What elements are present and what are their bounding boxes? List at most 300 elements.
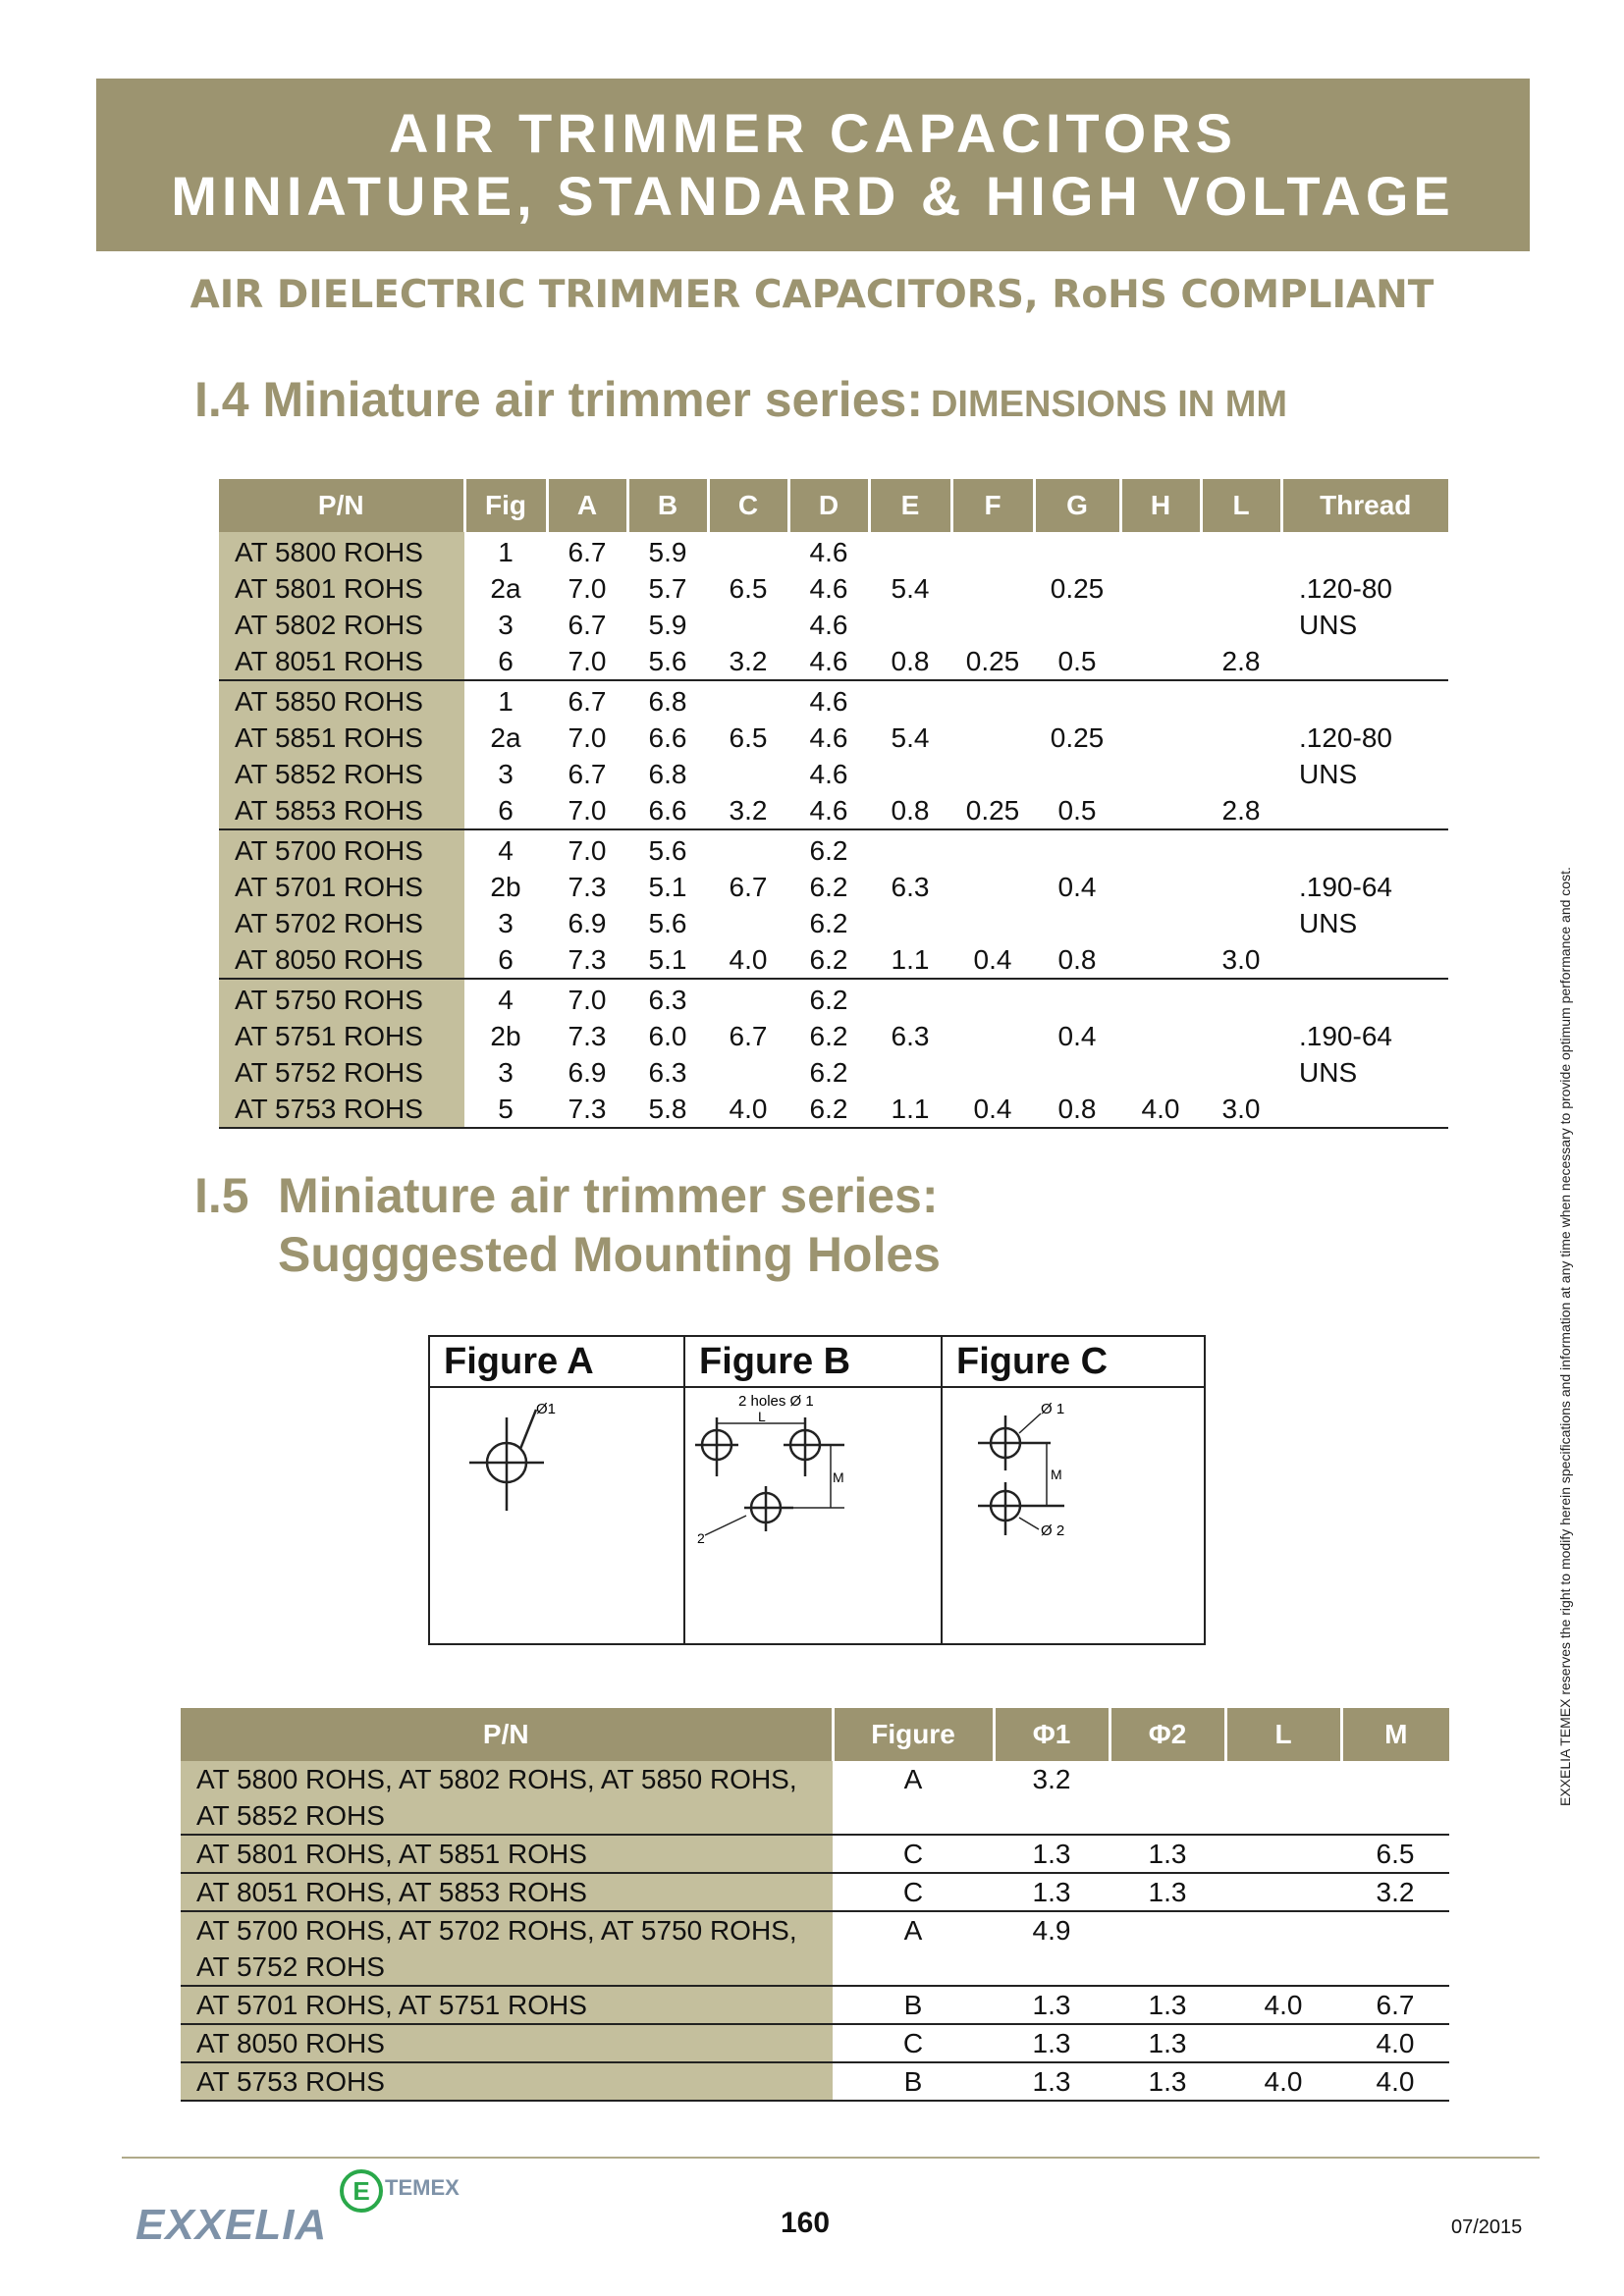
- dim-value-cell: 4.6: [809, 758, 848, 789]
- dim-value-cell: 7.0: [568, 721, 607, 753]
- dim-value-cell: 6.2: [809, 907, 848, 938]
- dim-value-cell: 5.6: [648, 834, 687, 866]
- mount-value-cell: [1110, 1911, 1225, 1986]
- dim-value-cell: 5.7: [648, 572, 687, 604]
- dim-value-cell: [1120, 829, 1201, 869]
- dim-value-cell: [1120, 607, 1201, 643]
- dim-value-cell: [1201, 869, 1281, 905]
- dim-value-cell: [1281, 792, 1448, 829]
- part-number-cell: AT 8051 ROHS, AT 5853 ROHS: [181, 1873, 833, 1911]
- mount-value-cell: 4.0: [1225, 2062, 1341, 2101]
- table-row: [219, 720, 1448, 756]
- mount-value-cell: 1.3: [1110, 1835, 1225, 1873]
- dim-value-cell: 6.7: [568, 685, 607, 717]
- dim-value-cell: [951, 905, 1034, 941]
- dim-value-cell: 7.0: [547, 792, 627, 829]
- dim-value-cell: 6.5: [729, 572, 768, 604]
- dim-value-cell: 3: [498, 609, 514, 640]
- dim-value-cell: [951, 829, 1034, 869]
- dim-value-cell: [708, 532, 788, 570]
- table-row: [219, 1018, 1448, 1054]
- dim-value-cell: 6.3: [648, 984, 687, 1015]
- dim-value-cell: 4.6: [809, 536, 848, 567]
- table-row: [219, 792, 1448, 829]
- dim-value-cell: .120-80: [1299, 721, 1392, 753]
- dim-value-cell: [869, 829, 951, 869]
- dim-value-cell: 1.1: [869, 1091, 951, 1128]
- dim-value-cell: [1201, 1054, 1281, 1091]
- dim-value-cell: [1201, 979, 1281, 1018]
- dim-value-cell: 6.3: [648, 1056, 687, 1088]
- dim-value-cell: UNS: [1299, 1056, 1358, 1088]
- dim-value-cell: [869, 532, 951, 570]
- dim-value-cell: 4: [498, 834, 514, 866]
- dim-header-cell: Thread: [1281, 479, 1448, 532]
- section-5-line-1: Miniature air trimmer series:: [278, 1168, 939, 1223]
- dim-value-cell: 2b: [490, 871, 521, 902]
- dim-value-cell: 1: [498, 536, 514, 567]
- dim-value-cell: 0.8: [869, 792, 951, 829]
- dim-value-cell: UNS: [1299, 758, 1358, 789]
- dim-value-cell: 4.6: [809, 685, 848, 717]
- part-number-cell: AT 5852 ROHS: [219, 756, 464, 792]
- dim-value-cell: UNS: [1299, 907, 1358, 938]
- dim-value-cell: 3.2: [708, 792, 788, 829]
- dim-value-cell: 0.4: [1057, 1020, 1097, 1051]
- table-row: [219, 643, 1448, 680]
- dim-value-cell: [1120, 756, 1201, 792]
- logo-exxelia: EXXELIA: [135, 2201, 328, 2249]
- table-row: [219, 1054, 1448, 1091]
- page-number: 160: [780, 2207, 831, 2239]
- figure-b-2-label: 2: [697, 1530, 705, 1546]
- dim-value-cell: 7.0: [568, 572, 607, 604]
- part-number-cell: AT 5802 ROHS: [219, 607, 464, 643]
- dim-value-cell: [1120, 720, 1201, 756]
- section-5-heading: [194, 1166, 941, 1284]
- mount-value-cell: C: [833, 2024, 994, 2062]
- dim-value-cell: .120-80: [1299, 572, 1392, 604]
- mount-value-cell: 1.3: [994, 1873, 1110, 1911]
- dim-value-cell: [1034, 532, 1120, 570]
- figure-b-header: Figure B: [685, 1337, 943, 1388]
- dim-value-cell: 3: [498, 907, 514, 938]
- title-banner: [96, 79, 1530, 251]
- dim-value-cell: 7.3: [568, 871, 607, 902]
- dim-value-cell: [869, 905, 951, 941]
- dim-value-cell: [1120, 869, 1201, 905]
- table-row: [181, 1986, 1449, 2024]
- part-number-cell: AT 8050 ROHS: [219, 941, 464, 979]
- mount-value-cell: B: [833, 2062, 994, 2101]
- dim-value-cell: [1120, 570, 1201, 607]
- dim-value-cell: [1120, 1054, 1201, 1091]
- mount-value-cell: B: [833, 1986, 994, 2024]
- dim-value-cell: 0.8: [1034, 941, 1120, 979]
- figure-c-drawing: [943, 1388, 1204, 1643]
- dim-value-cell: 6.7: [568, 609, 607, 640]
- table-row: [219, 1091, 1448, 1128]
- table-row: [181, 1835, 1449, 1873]
- section-4-heading: [194, 371, 1287, 428]
- subtitle: AIR DIELECTRIC TRIMMER CAPACITORS, RoHS COMPLIANT: [189, 273, 1435, 317]
- dim-value-cell: [1120, 532, 1201, 570]
- part-number-cell: AT 5701 ROHS, AT 5751 ROHS: [181, 1986, 833, 2024]
- dim-value-cell: 2.8: [1201, 792, 1281, 829]
- dim-value-cell: 6.7: [729, 871, 768, 902]
- dim-value-cell: 0.25: [1050, 721, 1105, 753]
- mount-value-cell: 3.2: [1341, 1873, 1449, 1911]
- dim-header-cell: G: [1034, 479, 1120, 532]
- section-5-number: I.5: [194, 1168, 249, 1223]
- mount-value-cell: 1.3: [994, 1835, 1110, 1873]
- dim-value-cell: 1: [498, 685, 514, 717]
- mounting-header-row: [181, 1708, 1449, 1761]
- part-number-cell: AT 8050 ROHS: [181, 2024, 833, 2062]
- dim-value-cell: 4.0: [1120, 1091, 1201, 1128]
- mount-value-cell: [1225, 1835, 1341, 1873]
- dim-value-cell: 4.6: [788, 792, 869, 829]
- mounting-figures-panel: [428, 1335, 1206, 1645]
- mounting-holes-table: [181, 1708, 1449, 2102]
- mount-value-cell: 1.3: [1110, 2024, 1225, 2062]
- dim-value-cell: [1201, 680, 1281, 720]
- dim-value-cell: 6.6: [627, 792, 708, 829]
- table-row: [219, 941, 1448, 979]
- dim-value-cell: [951, 720, 1034, 756]
- mount-value-cell: 4.0: [1341, 2024, 1449, 2062]
- dim-value-cell: [708, 607, 788, 643]
- part-number-cell: AT 5801 ROHS, AT 5851 ROHS: [181, 1835, 833, 1873]
- part-number-cell: AT 5800 ROHS: [219, 532, 464, 570]
- dim-value-cell: [1120, 1018, 1201, 1054]
- mount-value-cell: [1110, 1761, 1225, 1835]
- dim-value-cell: 6.7: [729, 1020, 768, 1051]
- dim-header-cell: C: [708, 479, 788, 532]
- figure-c-d1-label: Ø 1: [1041, 1401, 1065, 1417]
- table-row: [219, 829, 1448, 869]
- table-row: [219, 680, 1448, 720]
- dim-value-cell: 0.5: [1034, 643, 1120, 680]
- dim-value-cell: [1120, 792, 1201, 829]
- mount-value-cell: 4.9: [994, 1911, 1110, 1986]
- dim-value-cell: 0.4: [1057, 871, 1097, 902]
- section-4-suffix: DIMENSIONS IN MM: [930, 384, 1288, 425]
- legal-side-note: EXXELIA TEMEX reserves the right to modify herein specifications and information at any time when necessary to provide optimum performance and cost.: [1557, 867, 1573, 1806]
- dim-header-cell: P/N: [219, 479, 464, 532]
- dim-value-cell: 0.25: [1050, 572, 1105, 604]
- dim-value-cell: 6.9: [568, 1056, 607, 1088]
- dim-value-cell: 6.2: [809, 984, 848, 1015]
- dim-value-cell: 7.0: [568, 834, 607, 866]
- dim-value-cell: 3: [498, 1056, 514, 1088]
- figure-b-m-label: M: [833, 1469, 844, 1485]
- dim-value-cell: 4.6: [788, 643, 869, 680]
- dim-value-cell: [951, 680, 1034, 720]
- dim-value-cell: 0.5: [1034, 792, 1120, 829]
- mount-value-cell: C: [833, 1873, 994, 1911]
- dim-value-cell: 6.2: [809, 1056, 848, 1088]
- part-number-cell: AT 5752 ROHS: [219, 1054, 464, 1091]
- mount-value-cell: A: [833, 1911, 994, 1986]
- dim-value-cell: 6.2: [788, 1091, 869, 1128]
- dim-value-cell: 5.9: [648, 609, 687, 640]
- section-4-title: I.4 Miniature air trimmer series:: [194, 372, 923, 427]
- dim-value-cell: [1281, 1091, 1448, 1128]
- table-row: [219, 607, 1448, 643]
- dim-value-cell: 2b: [490, 1020, 521, 1051]
- logo-e-mark: E: [340, 2169, 383, 2213]
- part-number-cell: AT 5851 ROHS: [219, 720, 464, 756]
- dim-value-cell: [708, 756, 788, 792]
- dim-value-cell: 0.25: [951, 792, 1034, 829]
- dim-value-cell: 3.0: [1201, 1091, 1281, 1128]
- mount-value-cell: 4.0: [1225, 1986, 1341, 2024]
- table-row: [181, 1873, 1449, 1911]
- dim-value-cell: [951, 1054, 1034, 1091]
- dim-value-cell: [1281, 643, 1448, 680]
- figure-a-drawing: [430, 1388, 685, 1643]
- part-number-cell: AT 5753 ROHS: [219, 1091, 464, 1128]
- part-number-cell: AT 8051 ROHS: [219, 643, 464, 680]
- table-row: [181, 1911, 1449, 1986]
- mount-value-cell: [1225, 1911, 1341, 1986]
- dim-value-cell: 6.3: [891, 871, 930, 902]
- dim-value-cell: [1034, 607, 1120, 643]
- part-number-cell: AT 5751 ROHS: [219, 1018, 464, 1054]
- dim-value-cell: .190-64: [1299, 871, 1392, 902]
- dim-value-cell: 5.4: [891, 572, 930, 604]
- figure-c-m-label: M: [1051, 1467, 1062, 1482]
- dim-value-cell: 0.25: [951, 643, 1034, 680]
- mount-header-cell: Φ2: [1110, 1708, 1225, 1761]
- dim-value-cell: [1120, 905, 1201, 941]
- dim-value-cell: [1201, 720, 1281, 756]
- mount-value-cell: [1225, 1873, 1341, 1911]
- dim-value-cell: [1120, 941, 1201, 979]
- dim-header-cell: D: [788, 479, 869, 532]
- dim-value-cell: 0.4: [951, 1091, 1034, 1128]
- dim-value-cell: [1120, 643, 1201, 680]
- dim-value-cell: 0.8: [1034, 1091, 1120, 1128]
- part-number-cell: AT 5850 ROHS: [219, 680, 464, 720]
- dim-value-cell: [951, 532, 1034, 570]
- dim-value-cell: 5.8: [627, 1091, 708, 1128]
- figure-c-header: Figure C: [943, 1337, 1204, 1388]
- dim-value-cell: [951, 607, 1034, 643]
- revision-date: 07/2015: [1451, 2216, 1523, 2238]
- dim-value-cell: 7.0: [568, 984, 607, 1015]
- dim-value-cell: [1120, 680, 1201, 720]
- dim-value-cell: UNS: [1299, 609, 1358, 640]
- part-number-cell: AT 5701 ROHS: [219, 869, 464, 905]
- dim-value-cell: [1034, 905, 1120, 941]
- dim-value-cell: [708, 829, 788, 869]
- part-number-cell: AT 5800 ROHS, AT 5802 ROHS, AT 5850 ROHS, AT 5852 ROHS: [181, 1761, 833, 1835]
- dim-value-cell: [1034, 756, 1120, 792]
- part-number-cell: AT 5750 ROHS: [219, 979, 464, 1018]
- dim-value-cell: .190-64: [1299, 1020, 1392, 1051]
- dim-value-cell: [1034, 1054, 1120, 1091]
- dim-value-cell: 4.0: [708, 1091, 788, 1128]
- dim-value-cell: [1201, 1018, 1281, 1054]
- dim-value-cell: [951, 756, 1034, 792]
- part-number-cell: AT 5700 ROHS: [219, 829, 464, 869]
- dim-value-cell: 2a: [490, 721, 521, 753]
- dim-value-cell: [708, 905, 788, 941]
- table-row: [219, 570, 1448, 607]
- table-row: [181, 1761, 1449, 1835]
- mount-value-cell: 6.5: [1341, 1835, 1449, 1873]
- dim-value-cell: [1201, 607, 1281, 643]
- table-row: [219, 756, 1448, 792]
- dim-value-cell: 5.6: [648, 907, 687, 938]
- dim-header-cell: H: [1120, 479, 1201, 532]
- mount-value-cell: A: [833, 1761, 994, 1835]
- dim-value-cell: [1034, 979, 1120, 1018]
- table-row: [219, 532, 1448, 570]
- table-row: [219, 979, 1448, 1018]
- dim-value-cell: 3.2: [708, 643, 788, 680]
- mount-header-cell: L: [1225, 1708, 1341, 1761]
- dim-header-cell: F: [951, 479, 1034, 532]
- dim-value-cell: 6.3: [891, 1020, 930, 1051]
- dim-value-cell: 6: [464, 643, 547, 680]
- table-row: [181, 2062, 1449, 2101]
- dim-value-cell: 6.6: [648, 721, 687, 753]
- part-number-cell: AT 5702 ROHS: [219, 905, 464, 941]
- title-line-2: MINIATURE, STANDARD & HIGH VOLTAGE: [171, 165, 1455, 227]
- dim-value-cell: [708, 680, 788, 720]
- dimensions-table: [219, 479, 1448, 1129]
- mount-header-cell: P/N: [181, 1708, 833, 1761]
- dim-value-cell: [708, 979, 788, 1018]
- dim-value-cell: [951, 1018, 1034, 1054]
- dim-value-cell: [1281, 532, 1448, 570]
- dim-value-cell: 6.2: [809, 871, 848, 902]
- dim-value-cell: 5.9: [648, 536, 687, 567]
- dim-value-cell: [1201, 829, 1281, 869]
- figure-b-l-label: L: [758, 1409, 766, 1424]
- dim-value-cell: 4.6: [809, 721, 848, 753]
- mount-value-cell: 1.3: [994, 2024, 1110, 2062]
- dim-value-cell: 1.1: [869, 941, 951, 979]
- mount-value-cell: 6.7: [1341, 1986, 1449, 2024]
- mount-value-cell: [1225, 1761, 1341, 1835]
- dim-value-cell: 6.8: [648, 758, 687, 789]
- mount-value-cell: 1.3: [1110, 2062, 1225, 2101]
- dim-value-cell: 6.2: [788, 941, 869, 979]
- mount-value-cell: C: [833, 1835, 994, 1873]
- dim-value-cell: 6: [464, 792, 547, 829]
- dim-value-cell: [869, 607, 951, 643]
- dim-value-cell: 7.0: [547, 643, 627, 680]
- dim-header-cell: B: [627, 479, 708, 532]
- dim-value-cell: [708, 1054, 788, 1091]
- mount-value-cell: [1341, 1911, 1449, 1986]
- dim-value-cell: 4.0: [708, 941, 788, 979]
- mount-header-cell: Figure: [833, 1708, 994, 1761]
- section-5-line-2: Sugggested Mounting Holes: [278, 1227, 941, 1282]
- dim-value-cell: 7.3: [547, 1091, 627, 1128]
- table-row: [219, 905, 1448, 941]
- footer-divider: [122, 2157, 1540, 2159]
- table-row: [181, 2024, 1449, 2062]
- logo-temex: TEMEX: [385, 2175, 460, 2200]
- figure-b-holes-label: 2 holes Ø 1: [738, 1393, 814, 1410]
- dim-value-cell: 5.1: [648, 871, 687, 902]
- figure-c-d2-label: Ø 2: [1041, 1522, 1065, 1539]
- title-line-1: AIR TRIMMER CAPACITORS: [389, 102, 1237, 164]
- dim-value-cell: [869, 680, 951, 720]
- dim-value-cell: 6.8: [648, 685, 687, 717]
- mount-value-cell: 1.3: [1110, 1986, 1225, 2024]
- mount-value-cell: 1.3: [1110, 1873, 1225, 1911]
- dim-value-cell: [1281, 680, 1448, 720]
- dim-value-cell: [951, 570, 1034, 607]
- dim-value-cell: 6: [464, 941, 547, 979]
- dim-value-cell: 6.5: [729, 721, 768, 753]
- dim-header-cell: E: [869, 479, 951, 532]
- table-row: [219, 869, 1448, 905]
- dim-value-cell: [1281, 979, 1448, 1018]
- part-number-cell: AT 5700 ROHS, AT 5702 ROHS, AT 5750 ROHS, AT 5752 ROHS: [181, 1911, 833, 1986]
- dim-value-cell: 5: [464, 1091, 547, 1128]
- dim-value-cell: 4.6: [809, 609, 848, 640]
- dim-value-cell: [869, 979, 951, 1018]
- mount-value-cell: 4.0: [1341, 2062, 1449, 2101]
- figure-b-drawing: [685, 1388, 943, 1643]
- dim-value-cell: [1120, 979, 1201, 1018]
- dim-value-cell: [1281, 829, 1448, 869]
- dim-value-cell: 6.0: [648, 1020, 687, 1051]
- dim-value-cell: 6.7: [568, 758, 607, 789]
- dim-value-cell: 4: [498, 984, 514, 1015]
- dim-header-cell: Fig: [464, 479, 547, 532]
- dim-value-cell: [1281, 941, 1448, 979]
- mount-header-cell: M: [1341, 1708, 1449, 1761]
- mount-value-cell: [1225, 2024, 1341, 2062]
- mount-value-cell: [1341, 1761, 1449, 1835]
- part-number-cell: AT 5801 ROHS: [219, 570, 464, 607]
- dim-header-cell: L: [1201, 479, 1281, 532]
- dimensions-header-row: [219, 479, 1448, 532]
- dim-header-cell: A: [547, 479, 627, 532]
- mount-value-cell: 1.3: [994, 1986, 1110, 2024]
- dim-value-cell: [951, 869, 1034, 905]
- dim-value-cell: 6.2: [809, 1020, 848, 1051]
- dim-value-cell: 0.4: [951, 941, 1034, 979]
- dim-value-cell: [869, 756, 951, 792]
- dim-value-cell: [1034, 680, 1120, 720]
- dim-value-cell: 7.3: [547, 941, 627, 979]
- dim-value-cell: 3.0: [1201, 941, 1281, 979]
- dim-value-cell: 5.4: [891, 721, 930, 753]
- dim-value-cell: 2a: [490, 572, 521, 604]
- dim-value-cell: 5.6: [627, 643, 708, 680]
- dim-value-cell: 6.9: [568, 907, 607, 938]
- dim-value-cell: 6.2: [809, 834, 848, 866]
- part-number-cell: AT 5853 ROHS: [219, 792, 464, 829]
- dim-value-cell: [1034, 829, 1120, 869]
- dim-value-cell: 4.6: [809, 572, 848, 604]
- dim-value-cell: 6.7: [568, 536, 607, 567]
- part-number-cell: AT 5753 ROHS: [181, 2062, 833, 2101]
- dim-value-cell: [1201, 905, 1281, 941]
- dim-value-cell: [1201, 756, 1281, 792]
- mount-value-cell: 1.3: [994, 2062, 1110, 2101]
- mount-header-cell: Φ1: [994, 1708, 1110, 1761]
